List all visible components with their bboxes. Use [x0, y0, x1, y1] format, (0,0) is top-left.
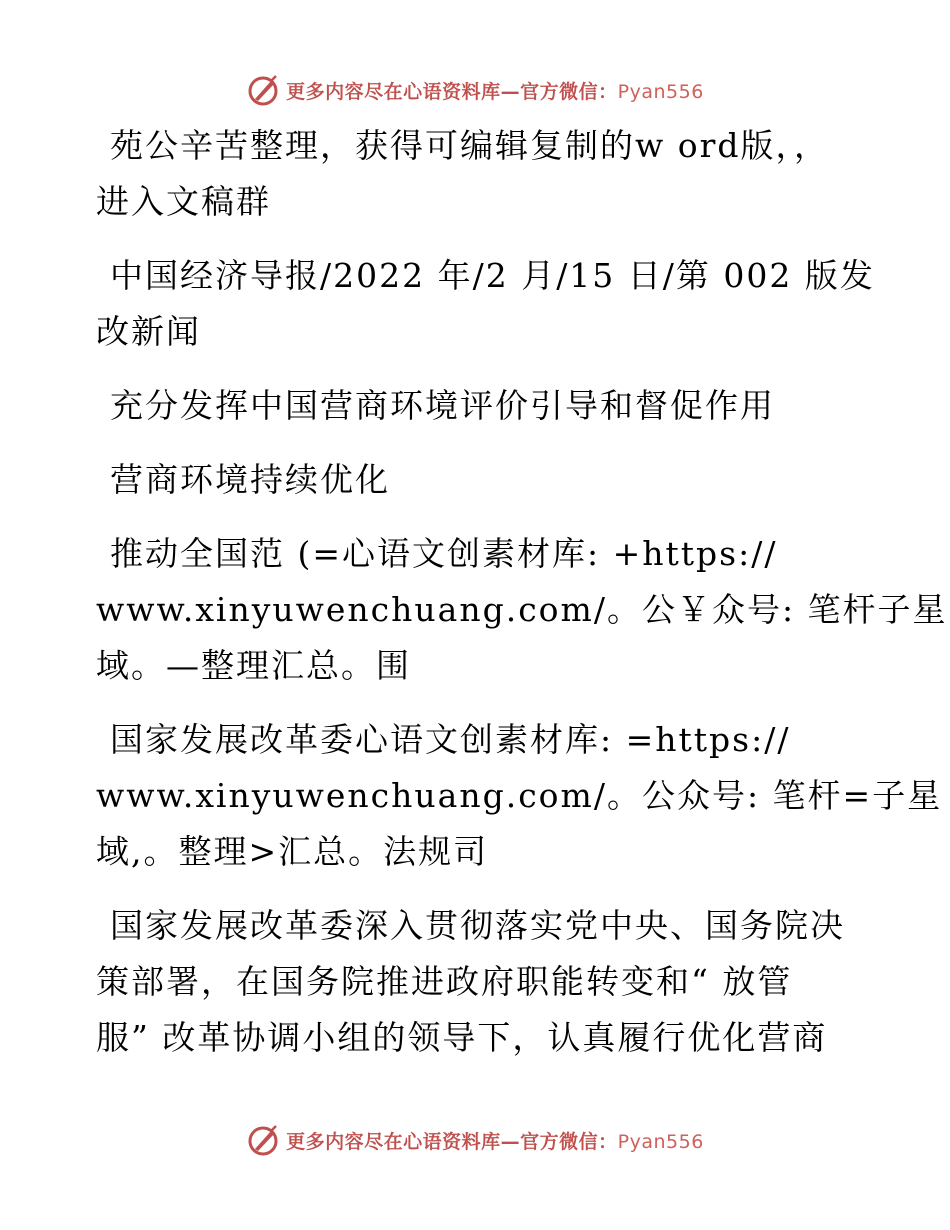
paragraph-line: 苑公辛苦整理，获得可编辑复制的w ord版，， [110, 126, 830, 165]
paragraph-line: 域,。整理>汇总。法规司 [96, 832, 489, 871]
watermark-text: 更多内容尽在心语资料库—官方微信：Pyan556 [286, 1130, 704, 1153]
paragraph-headline [96, 378, 846, 434]
paragraph-body [96, 898, 846, 1066]
paragraph-source [96, 248, 875, 360]
footer-watermark [0, 1122, 950, 1158]
watermark-text: 更多内容尽在心语资料库—官方微信：Pyan556 [286, 80, 704, 103]
paragraph-intro [96, 118, 846, 230]
paragraph-line: 域。—整理汇总。围 [96, 646, 411, 685]
paragraph-line: 进入文稿群 [96, 182, 271, 221]
paragraph-lead [96, 526, 948, 694]
paragraph-line: 充分发挥中国营商环境评价引导和督促作用 [110, 386, 775, 425]
paragraph-line: 推动全国范 (=心语文创素材库: +https:// [110, 534, 778, 573]
header-watermark [0, 72, 950, 108]
document-body [96, 118, 948, 1084]
paragraph-line: 策部署，在国务院推进政府职能转变和“ 放管 [96, 962, 793, 1001]
quill-pen-logo-icon [246, 73, 280, 107]
paragraph-line: www.xinyuwenchuang.com/。公众号: 笔杆=子星 [96, 776, 943, 815]
paragraph-line: 服” 改革协调小组的领导下，认真履行优化营商 [96, 1018, 828, 1057]
watermark-group [246, 73, 704, 107]
paragraph-line: www.xinyuwenchuang.com/。公￥众号: 笔杆子星 [96, 590, 948, 629]
paragraph-byline [96, 712, 943, 880]
paragraph-subheadline [96, 452, 846, 508]
paragraph-line: 国家发展改革委心语文创素材库: =https:// [110, 720, 791, 759]
paragraph-line: 国家发展改革委深入贯彻落实党中央、国务院决 [110, 906, 845, 945]
quill-pen-logo-icon [246, 1123, 280, 1157]
paragraph-line: 中国经济导报/2022 年/2 月/15 日/第 002 版发 [110, 256, 875, 295]
paragraph-line: 营商环境持续优化 [110, 460, 390, 499]
watermark-group [246, 1123, 704, 1157]
paragraph-line: 改新闻 [96, 312, 201, 351]
